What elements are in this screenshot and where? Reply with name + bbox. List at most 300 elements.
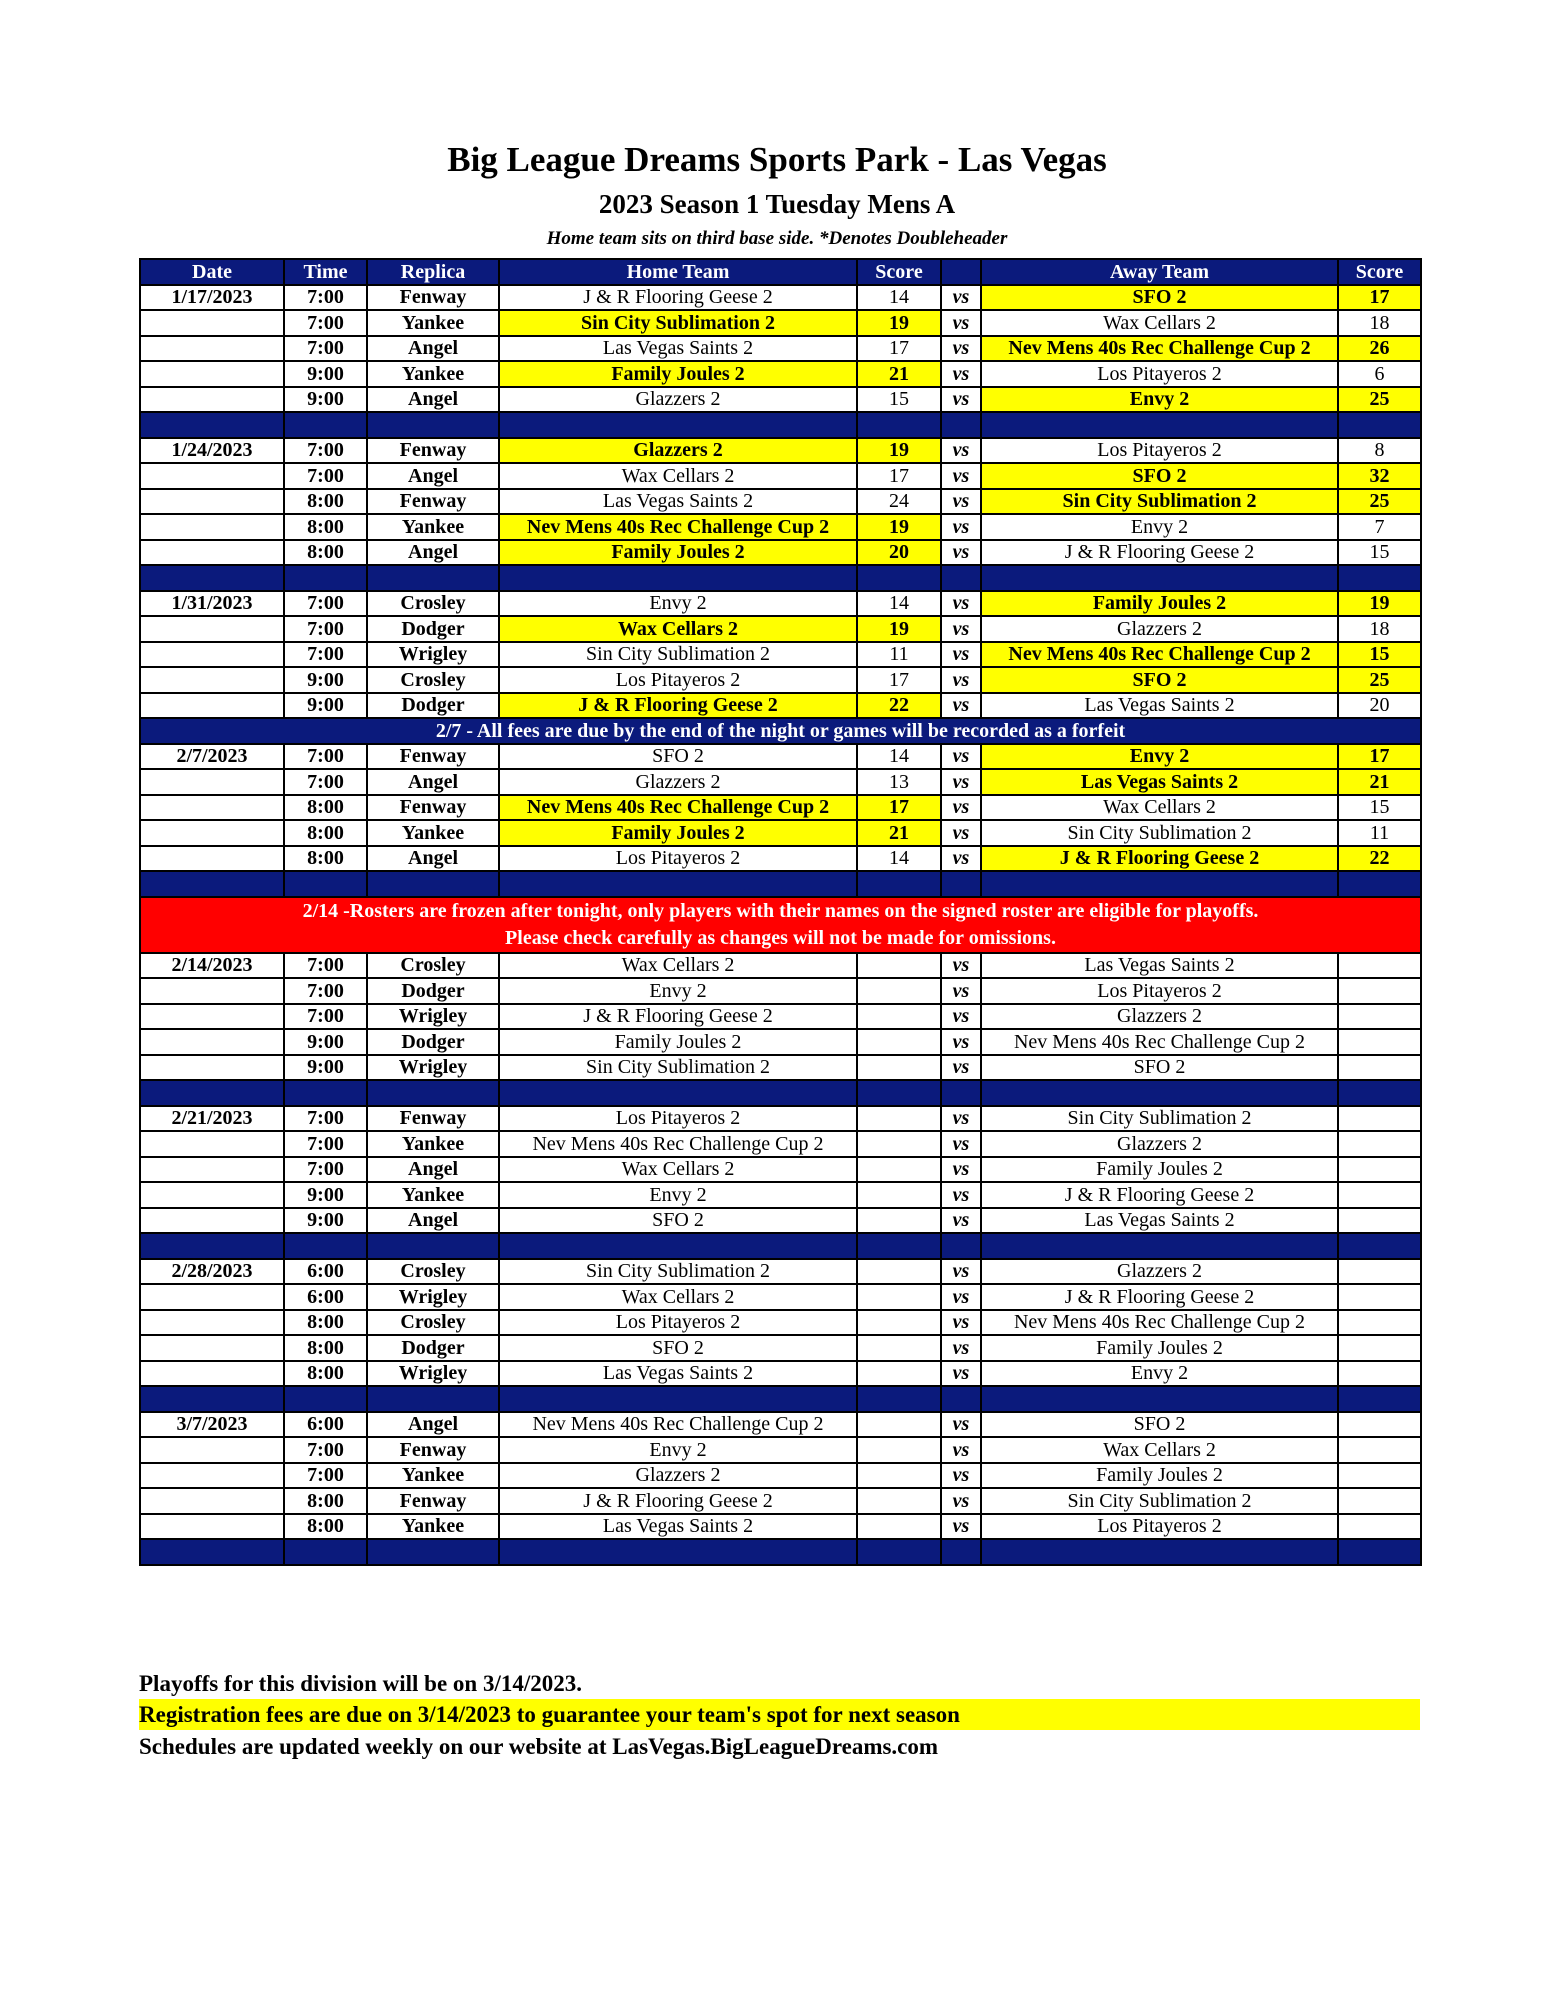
game-time: 7:00 <box>284 1437 367 1463</box>
game-replica: Wrigley <box>367 642 499 668</box>
home-team: J & R Flooring Geese 2 <box>499 285 857 311</box>
away-score <box>1338 1259 1421 1285</box>
home-team: Nev Mens 40s Rec Challenge Cup 2 <box>499 1131 857 1157</box>
away-team: Family Joules 2 <box>981 1463 1338 1489</box>
game-replica: Angel <box>367 463 499 489</box>
game-time: 6:00 <box>284 1259 367 1285</box>
vs-label: vs <box>941 361 981 387</box>
separator-cell <box>499 1539 857 1565</box>
vs-label: vs <box>941 846 981 872</box>
game-replica: Yankee <box>367 820 499 846</box>
game-time: 9:00 <box>284 387 367 413</box>
away-score <box>1338 953 1421 979</box>
week-separator-row <box>140 412 1421 438</box>
vs-label: vs <box>941 1437 981 1463</box>
home-team: Los Pitayeros 2 <box>499 1106 857 1132</box>
home-score <box>857 1131 941 1157</box>
game-time: 8:00 <box>284 540 367 566</box>
away-team: Las Vegas Saints 2 <box>981 1208 1338 1234</box>
home-team: Glazzers 2 <box>499 769 857 795</box>
away-score <box>1338 1029 1421 1055</box>
game-time: 8:00 <box>284 846 367 872</box>
game-row <box>140 1106 1421 1132</box>
home-score <box>857 1157 941 1183</box>
game-replica: Angel <box>367 387 499 413</box>
away-score <box>1338 1055 1421 1081</box>
separator-cell <box>499 565 857 591</box>
away-score: 18 <box>1338 310 1421 336</box>
away-team: Envy 2 <box>981 744 1338 770</box>
vs-label: vs <box>941 1106 981 1132</box>
game-date <box>140 1463 284 1489</box>
vs-label: vs <box>941 1412 981 1438</box>
away-team: Family Joules 2 <box>981 1335 1338 1361</box>
away-score <box>1338 1335 1421 1361</box>
away-team: Los Pitayeros 2 <box>981 438 1338 464</box>
home-score <box>857 1437 941 1463</box>
away-score <box>1338 1412 1421 1438</box>
separator-cell <box>1338 1539 1421 1565</box>
home-score: 19 <box>857 514 941 540</box>
away-team: Envy 2 <box>981 514 1338 540</box>
separator-cell <box>981 1386 1338 1412</box>
away-score <box>1338 1437 1421 1463</box>
fees-notice: 2/7 - All fees are due by the end of the night or games will be recorded as a forfeit <box>140 718 1421 744</box>
game-date <box>140 693 284 719</box>
game-date <box>140 769 284 795</box>
home-score <box>857 1208 941 1234</box>
vs-label: vs <box>941 387 981 413</box>
away-score: 25 <box>1338 667 1421 693</box>
roster-alert-row <box>140 897 1421 953</box>
away-team: Glazzers 2 <box>981 1004 1338 1030</box>
game-time: 9:00 <box>284 361 367 387</box>
separator-cell <box>981 871 1338 897</box>
away-score <box>1338 1157 1421 1183</box>
home-score: 17 <box>857 795 941 821</box>
away-team: SFO 2 <box>981 463 1338 489</box>
game-replica: Yankee <box>367 514 499 540</box>
game-time: 8:00 <box>284 1514 367 1540</box>
game-time: 7:00 <box>284 310 367 336</box>
game-replica: Crosley <box>367 953 499 979</box>
game-replica: Crosley <box>367 591 499 617</box>
game-replica: Fenway <box>367 1437 499 1463</box>
away-score: 15 <box>1338 642 1421 668</box>
game-replica: Angel <box>367 1208 499 1234</box>
home-score <box>857 1284 941 1310</box>
game-replica: Dodger <box>367 1335 499 1361</box>
game-replica: Yankee <box>367 1182 499 1208</box>
game-time: 8:00 <box>284 489 367 515</box>
away-team: Wax Cellars 2 <box>981 310 1338 336</box>
game-row <box>140 820 1421 846</box>
game-row <box>140 1157 1421 1183</box>
game-replica: Fenway <box>367 1488 499 1514</box>
game-date: 3/7/2023 <box>140 1412 284 1438</box>
header-home-score: Score <box>857 259 941 285</box>
separator-cell <box>284 871 367 897</box>
home-team: J & R Flooring Geese 2 <box>499 1488 857 1514</box>
separator-cell <box>140 871 284 897</box>
week-separator-row <box>140 565 1421 591</box>
game-date <box>140 514 284 540</box>
home-team: Envy 2 <box>499 978 857 1004</box>
away-score: 11 <box>1338 820 1421 846</box>
home-score: 22 <box>857 693 941 719</box>
home-score <box>857 1310 941 1336</box>
vs-label: vs <box>941 795 981 821</box>
away-score <box>1338 1004 1421 1030</box>
game-time: 9:00 <box>284 1055 367 1081</box>
separator-cell <box>941 1233 981 1259</box>
game-row <box>140 438 1421 464</box>
game-row <box>140 642 1421 668</box>
game-date <box>140 310 284 336</box>
game-row <box>140 1488 1421 1514</box>
vs-label: vs <box>941 1055 981 1081</box>
game-replica: Fenway <box>367 795 499 821</box>
game-date: 2/28/2023 <box>140 1259 284 1285</box>
away-score <box>1338 1361 1421 1387</box>
separator-cell <box>1338 871 1421 897</box>
separator-cell <box>499 1233 857 1259</box>
game-time: 9:00 <box>284 693 367 719</box>
vs-label: vs <box>941 489 981 515</box>
away-team: Glazzers 2 <box>981 1131 1338 1157</box>
away-team: SFO 2 <box>981 1055 1338 1081</box>
home-score <box>857 1106 941 1132</box>
away-team: Family Joules 2 <box>981 1157 1338 1183</box>
game-row <box>140 1131 1421 1157</box>
game-row <box>140 591 1421 617</box>
separator-cell <box>499 1386 857 1412</box>
separator-cell <box>981 1539 1338 1565</box>
separator-cell <box>367 1080 499 1106</box>
game-replica: Fenway <box>367 744 499 770</box>
game-time: 7:00 <box>284 616 367 642</box>
separator-cell <box>857 1386 941 1412</box>
home-score <box>857 953 941 979</box>
separator-cell <box>367 565 499 591</box>
game-date <box>140 1004 284 1030</box>
game-date <box>140 846 284 872</box>
away-score: 22 <box>1338 846 1421 872</box>
vs-label: vs <box>941 744 981 770</box>
separator-cell <box>367 1539 499 1565</box>
vs-label: vs <box>941 591 981 617</box>
game-row <box>140 514 1421 540</box>
game-row <box>140 387 1421 413</box>
home-score <box>857 1412 941 1438</box>
game-row <box>140 1437 1421 1463</box>
game-replica: Fenway <box>367 438 499 464</box>
vs-label: vs <box>941 1284 981 1310</box>
home-team: J & R Flooring Geese 2 <box>499 1004 857 1030</box>
home-score: 17 <box>857 667 941 693</box>
game-date: 1/24/2023 <box>140 438 284 464</box>
vs-label: vs <box>941 1259 981 1285</box>
game-row <box>140 285 1421 311</box>
game-date <box>140 820 284 846</box>
separator-cell <box>499 871 857 897</box>
vs-label: vs <box>941 1361 981 1387</box>
away-score: 20 <box>1338 693 1421 719</box>
away-score <box>1338 1514 1421 1540</box>
away-score: 32 <box>1338 463 1421 489</box>
game-time: 7:00 <box>284 438 367 464</box>
vs-label: vs <box>941 1004 981 1030</box>
game-row <box>140 744 1421 770</box>
separator-cell <box>1338 1386 1421 1412</box>
game-date <box>140 463 284 489</box>
game-replica: Dodger <box>367 1029 499 1055</box>
game-row <box>140 616 1421 642</box>
away-team: Los Pitayeros 2 <box>981 978 1338 1004</box>
separator-cell <box>857 412 941 438</box>
vs-label: vs <box>941 978 981 1004</box>
separator-cell <box>140 1233 284 1259</box>
home-team: Las Vegas Saints 2 <box>499 1361 857 1387</box>
separator-cell <box>981 1080 1338 1106</box>
game-time: 6:00 <box>284 1284 367 1310</box>
home-score: 14 <box>857 591 941 617</box>
separator-cell <box>499 412 857 438</box>
separator-cell <box>981 565 1338 591</box>
home-team: Wax Cellars 2 <box>499 953 857 979</box>
game-row <box>140 1463 1421 1489</box>
game-time: 9:00 <box>284 1182 367 1208</box>
home-score <box>857 1182 941 1208</box>
away-score: 15 <box>1338 540 1421 566</box>
header-away-team: Away Team <box>981 259 1338 285</box>
separator-cell <box>284 565 367 591</box>
vs-label: vs <box>941 1157 981 1183</box>
away-team: Las Vegas Saints 2 <box>981 693 1338 719</box>
separator-cell <box>284 1233 367 1259</box>
home-score: 20 <box>857 540 941 566</box>
home-team: Los Pitayeros 2 <box>499 667 857 693</box>
game-time: 7:00 <box>284 1004 367 1030</box>
game-time: 7:00 <box>284 285 367 311</box>
roster-alert-line: Please check carefully as changes will not be made for omissions. <box>505 926 1056 949</box>
game-replica: Wrigley <box>367 1284 499 1310</box>
home-team: Nev Mens 40s Rec Challenge Cup 2 <box>499 514 857 540</box>
schedule-table <box>139 258 1422 1566</box>
away-score <box>1338 1106 1421 1132</box>
game-time: 8:00 <box>284 1361 367 1387</box>
home-team: Family Joules 2 <box>499 361 857 387</box>
separator-cell <box>367 871 499 897</box>
game-replica: Fenway <box>367 285 499 311</box>
game-replica: Wrigley <box>367 1055 499 1081</box>
home-team: Wax Cellars 2 <box>499 463 857 489</box>
game-row <box>140 846 1421 872</box>
home-team: Family Joules 2 <box>499 820 857 846</box>
game-date <box>140 1335 284 1361</box>
game-date <box>140 540 284 566</box>
game-replica: Yankee <box>367 310 499 336</box>
away-team: SFO 2 <box>981 667 1338 693</box>
away-score: 18 <box>1338 616 1421 642</box>
fees-notice-row <box>140 718 1421 744</box>
game-date <box>140 1361 284 1387</box>
separator-cell <box>1338 565 1421 591</box>
game-row <box>140 693 1421 719</box>
game-row <box>140 1361 1421 1387</box>
home-team: SFO 2 <box>499 1208 857 1234</box>
game-row <box>140 953 1421 979</box>
vs-label: vs <box>941 1335 981 1361</box>
home-team: Las Vegas Saints 2 <box>499 489 857 515</box>
game-row <box>140 1208 1421 1234</box>
separator-cell <box>1338 1233 1421 1259</box>
game-time: 7:00 <box>284 1157 367 1183</box>
away-team: SFO 2 <box>981 1412 1338 1438</box>
separator-cell <box>367 412 499 438</box>
game-time: 7:00 <box>284 1106 367 1132</box>
away-team: SFO 2 <box>981 285 1338 311</box>
game-time: 7:00 <box>284 336 367 362</box>
separator-cell <box>1338 412 1421 438</box>
separator-cell <box>857 1233 941 1259</box>
home-team: Sin City Sublimation 2 <box>499 1055 857 1081</box>
away-team: Sin City Sublimation 2 <box>981 489 1338 515</box>
home-team: Wax Cellars 2 <box>499 1157 857 1183</box>
game-time: 9:00 <box>284 667 367 693</box>
home-score: 13 <box>857 769 941 795</box>
home-score: 21 <box>857 820 941 846</box>
game-date <box>140 1208 284 1234</box>
vs-label: vs <box>941 514 981 540</box>
away-team: Las Vegas Saints 2 <box>981 769 1338 795</box>
away-team: Los Pitayeros 2 <box>981 361 1338 387</box>
header-vs <box>941 259 981 285</box>
separator-cell <box>284 1539 367 1565</box>
separator-cell <box>367 1386 499 1412</box>
away-score <box>1338 1182 1421 1208</box>
game-time: 9:00 <box>284 1208 367 1234</box>
game-replica: Angel <box>367 846 499 872</box>
away-team: J & R Flooring Geese 2 <box>981 846 1338 872</box>
home-score: 14 <box>857 744 941 770</box>
vs-label: vs <box>941 642 981 668</box>
away-score <box>1338 1208 1421 1234</box>
separator-cell <box>857 1539 941 1565</box>
home-score <box>857 978 941 1004</box>
home-score <box>857 1361 941 1387</box>
away-team: Nev Mens 40s Rec Challenge Cup 2 <box>981 1029 1338 1055</box>
away-team: Nev Mens 40s Rec Challenge Cup 2 <box>981 1310 1338 1336</box>
game-replica: Angel <box>367 540 499 566</box>
game-date <box>140 1488 284 1514</box>
page-title: Big League Dreams Sports Park - Las Vegas <box>447 140 1107 179</box>
separator-cell <box>140 1539 284 1565</box>
game-replica: Fenway <box>367 1106 499 1132</box>
game-time: 6:00 <box>284 1412 367 1438</box>
home-team: Sin City Sublimation 2 <box>499 1259 857 1285</box>
away-score <box>1338 1463 1421 1489</box>
game-replica: Dodger <box>367 616 499 642</box>
header-row <box>140 259 1421 285</box>
home-score <box>857 1259 941 1285</box>
home-score <box>857 1514 941 1540</box>
away-team: Las Vegas Saints 2 <box>981 953 1338 979</box>
away-score <box>1338 1284 1421 1310</box>
game-date <box>140 387 284 413</box>
away-score: 21 <box>1338 769 1421 795</box>
away-team: Family Joules 2 <box>981 591 1338 617</box>
home-team: Los Pitayeros 2 <box>499 1310 857 1336</box>
roster-alert <box>140 897 1421 953</box>
away-team: Sin City Sublimation 2 <box>981 820 1338 846</box>
separator-cell <box>284 1080 367 1106</box>
game-date: 2/21/2023 <box>140 1106 284 1132</box>
game-replica: Yankee <box>367 1463 499 1489</box>
game-time: 8:00 <box>284 514 367 540</box>
game-row <box>140 667 1421 693</box>
game-date <box>140 1284 284 1310</box>
week-separator-row <box>140 871 1421 897</box>
separator-cell <box>284 1386 367 1412</box>
game-date <box>140 1131 284 1157</box>
home-score <box>857 1463 941 1489</box>
home-score: 19 <box>857 438 941 464</box>
home-score: 19 <box>857 310 941 336</box>
separator-cell <box>857 565 941 591</box>
week-separator-row <box>140 1539 1421 1565</box>
game-time: 8:00 <box>284 795 367 821</box>
home-score: 21 <box>857 361 941 387</box>
home-team: Las Vegas Saints 2 <box>499 1514 857 1540</box>
game-row <box>140 1412 1421 1438</box>
separator-cell <box>857 871 941 897</box>
vs-label: vs <box>941 667 981 693</box>
home-score: 14 <box>857 285 941 311</box>
game-time: 7:00 <box>284 769 367 795</box>
away-team: Nev Mens 40s Rec Challenge Cup 2 <box>981 336 1338 362</box>
separator-cell <box>857 1080 941 1106</box>
home-team: Sin City Sublimation 2 <box>499 642 857 668</box>
home-score <box>857 1488 941 1514</box>
game-replica: Yankee <box>367 1131 499 1157</box>
game-row <box>140 1004 1421 1030</box>
separator-cell <box>140 565 284 591</box>
game-time: 7:00 <box>284 591 367 617</box>
away-score: 25 <box>1338 489 1421 515</box>
vs-label: vs <box>941 310 981 336</box>
game-row <box>140 463 1421 489</box>
separator-cell <box>981 412 1338 438</box>
vs-label: vs <box>941 285 981 311</box>
separator-cell <box>941 565 981 591</box>
vs-label: vs <box>941 1488 981 1514</box>
separator-cell <box>140 412 284 438</box>
game-time: 7:00 <box>284 744 367 770</box>
home-team: SFO 2 <box>499 744 857 770</box>
home-team: Envy 2 <box>499 1182 857 1208</box>
game-row <box>140 540 1421 566</box>
separator-cell <box>284 412 367 438</box>
vs-label: vs <box>941 1182 981 1208</box>
away-score <box>1338 1310 1421 1336</box>
game-date <box>140 795 284 821</box>
game-date <box>140 1514 284 1540</box>
separator-cell <box>367 1233 499 1259</box>
game-replica: Angel <box>367 336 499 362</box>
away-score: 15 <box>1338 795 1421 821</box>
home-team: J & R Flooring Geese 2 <box>499 693 857 719</box>
